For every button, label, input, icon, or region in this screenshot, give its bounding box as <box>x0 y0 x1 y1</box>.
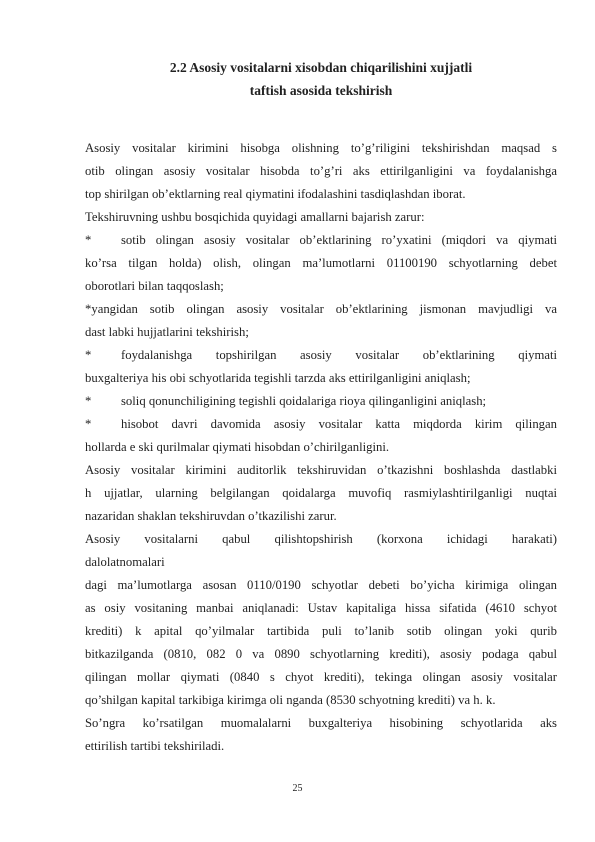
text-line: hollarda e ski qurilmalar qiymati hisobdan o’chirilganligini. <box>85 440 390 454</box>
text-line: as osiy vositaning manbai aniqlanadi: Ustav kapitaliga hissa sifatida (4610 schyot <box>85 601 557 615</box>
text-line: dagi ma’lumotlarga asosan 0110/0190 schyotlar debeti bo’yicha kirimiga olingan <box>85 578 557 592</box>
text-line: buxgalteriya his obi schyotlarida tegishli tarzda aks ettirilganligini aniqlash; <box>85 371 471 385</box>
text-line: bitkazilganda (0810, 082 0 va 0890 schyotlarning krediti), asosiy podaga qabul <box>85 647 557 661</box>
text-line: Asosiy vositalar kirimini auditorlik tekshiruvidan o’tkazishni boshlashda dastlabki <box>85 463 557 477</box>
bullet-marker: * <box>85 394 92 408</box>
page-number: 25 <box>292 783 303 794</box>
text-line: hisobot davri davomida asosiy vositalar katta miqdorda kirim qilingan <box>121 417 557 431</box>
title-line-2: taftish asosida tekshirish <box>249 83 393 98</box>
text-line: dast labki hujjatlarini tekshirish; <box>85 325 249 339</box>
text-line: soliq qonunchiligining tegishli qoidalariga rioya qilinganligini aniqlash; <box>121 394 487 408</box>
text-line: ko’rsa tilgan holda) olish, olingan ma’lumotlarni 01100190 schyotlarning debet <box>85 256 557 270</box>
text-line: *yangidan sotib olingan asosiy vositalar ob’ektlarining jismonan mavjudligi va <box>85 302 557 316</box>
text-line: otib olingan asosiy vositalar hisobda to’g’ri aks ettirilganligini va foydalanishga <box>85 164 557 178</box>
bullet-marker: * <box>85 233 92 247</box>
text-line: h ujjatlar, ularning belgilangan qoidalarga muvofiq rasmiylashtirilganligi nuqtai <box>85 486 557 500</box>
text-line: So’ngra ko’rsatilgan muomalalarni buxgalteriya hisobining schyotlarida aks <box>85 716 557 730</box>
bullet-marker: * <box>85 417 92 431</box>
text-line: oborotlari bilan taqqoslash; <box>85 279 224 293</box>
text-line: qilingan mollar qiymati (0840 s chyot krediti), tekinga olingan asosiy vositalar <box>85 670 557 684</box>
text-line: dalolatnomalari <box>85 555 165 569</box>
bullet-marker: * <box>85 348 92 362</box>
text-line: Tekshiruvning ushbu bosqichida quyidagi amallarni bajarish zarur: <box>85 210 425 224</box>
text-line: foydalanishga topshirilgan asosiy vositalar ob’ektlarining qiymati <box>121 348 557 362</box>
text-line: ettirilish tartibi tekshiriladi. <box>85 739 225 753</box>
text-line: krediti) k apital qo’yilmalar tartibida puli to’lanib sotib olingan yoki qurib <box>85 624 557 638</box>
text-line: Asosiy vositalarni qabul qilishtopshirish (korxona ichidagi harakati) <box>85 532 557 546</box>
text-line: sotib olingan asosiy vositalar ob’ektlarining ro’yxatini (miqdori va qiymati <box>121 233 557 247</box>
text-line: nazaridan shaklan tekshiruvdan o’tkazilishi zarur. <box>85 509 337 523</box>
text-line: qo’shilgan kapital tarkibiga kirimga oli nganda (8530 schyotning krediti) va h. k. <box>85 693 496 707</box>
text-line: Asosiy vositalar kirimini hisobga olishning to’g’riligini tekshirishdan maqsad s <box>85 141 557 155</box>
title-line-1: 2.2 Asosiy vositalarni xisobdan chiqarilishini xujjatli <box>169 60 473 75</box>
text-line: top shirilgan ob’ektlarning real qiymatini ifodalashini tasdiqlashdan iborat. <box>85 187 466 201</box>
